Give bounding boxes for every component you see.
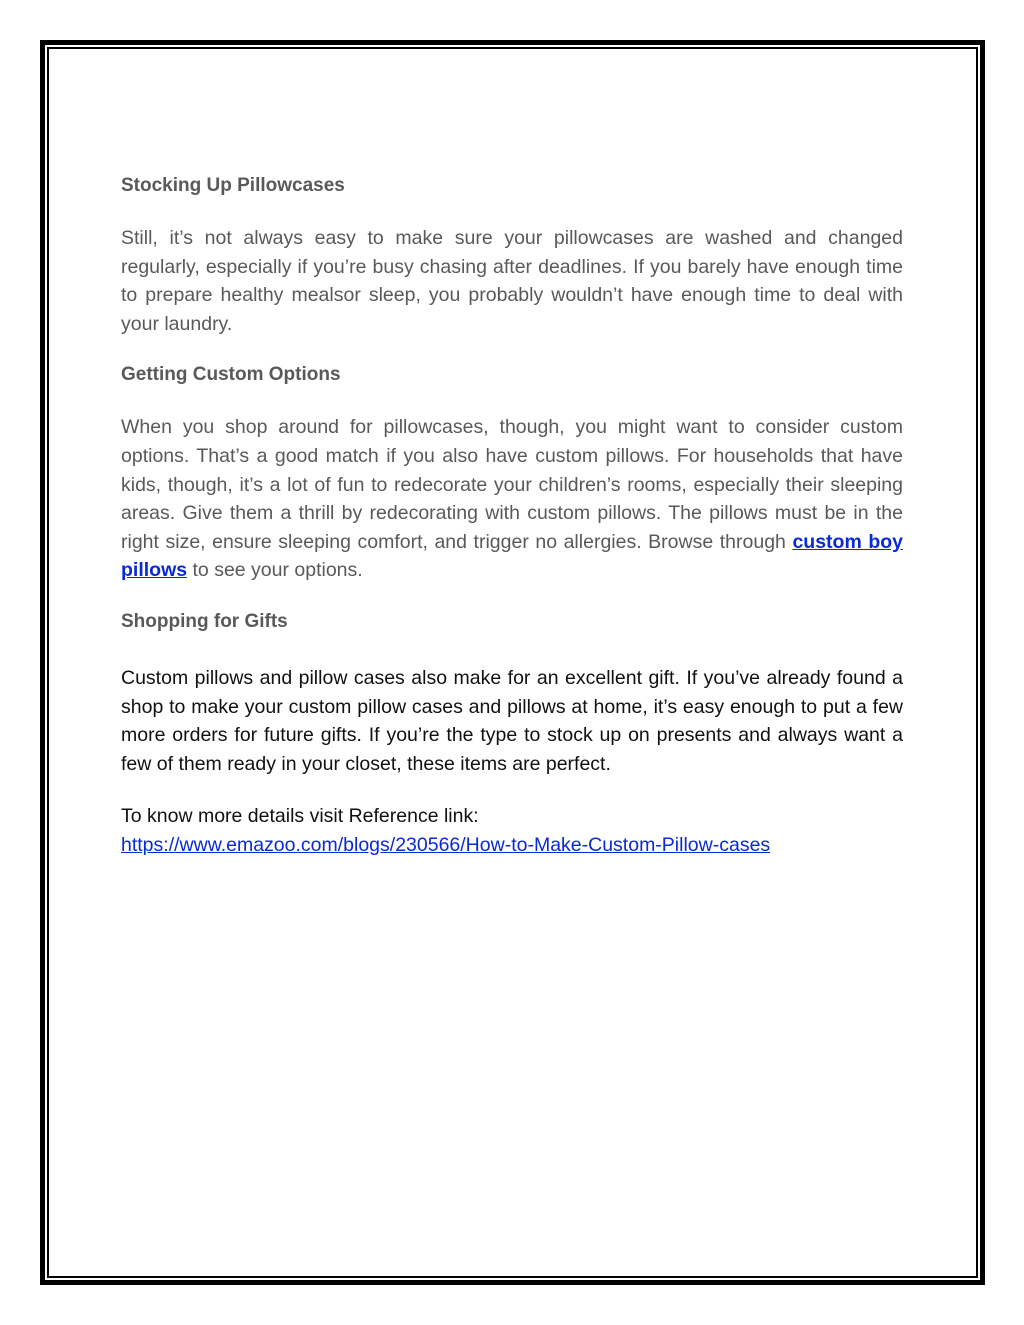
- section-heading-shopping-gifts: Shopping for Gifts: [121, 610, 288, 632]
- reference-block: [121, 802, 903, 859]
- section-heading-stocking-up: Stocking Up Pillowcases: [121, 175, 345, 196]
- document-body: [121, 172, 903, 860]
- section-heading-custom-options: Getting Custom Options: [121, 364, 341, 386]
- reference-label: To know more details visit Reference link:: [121, 805, 479, 828]
- section-paragraph-shopping-gifts: Custom pillows and pillow cases also make for an excellent gift. If you’ve already found a shop to make your custom pillow cases and pillows at home, it’s easy enough to put a few more orders for future gifts. If you’re the type to stock up on presents and always want a few of them ready in your closet, these items are perfect.: [121, 666, 903, 775]
- section-paragraph-custom-options: [121, 413, 903, 585]
- reference-url-link[interactable]: https://www.emazoo.com/blogs/230566/How-to-Make-Custom-Pillow-cases: [121, 833, 771, 856]
- paragraph-text-before-link: When you shop around for pillowcases, though, you might want to consider custom options. That’s a good match if you also have custom pillows. For households that have kids, though, it’s a lot of fun to redecorate your children’s rooms, especially their sleeping areas. Give them a thrill by redecorating with custom pillows. The pillows must be in the right size, ensure sleeping comfort, and trigger no allergies. Browse through: [121, 416, 903, 553]
- section-paragraph-stocking-up: Still, it’s not always easy to make sure your pillowcases are washed and changed regularly, especially if you’re busy chasing after deadlines. If you barely have enough time to prepare healthy mealsor sleep, you probably wouldn’t have enough time to deal with your laundry.: [121, 227, 903, 335]
- paragraph-text-after-link: to see your options.: [187, 559, 363, 582]
- custom-boy-pillows-link[interactable]: custom boy pillows: [121, 530, 903, 582]
